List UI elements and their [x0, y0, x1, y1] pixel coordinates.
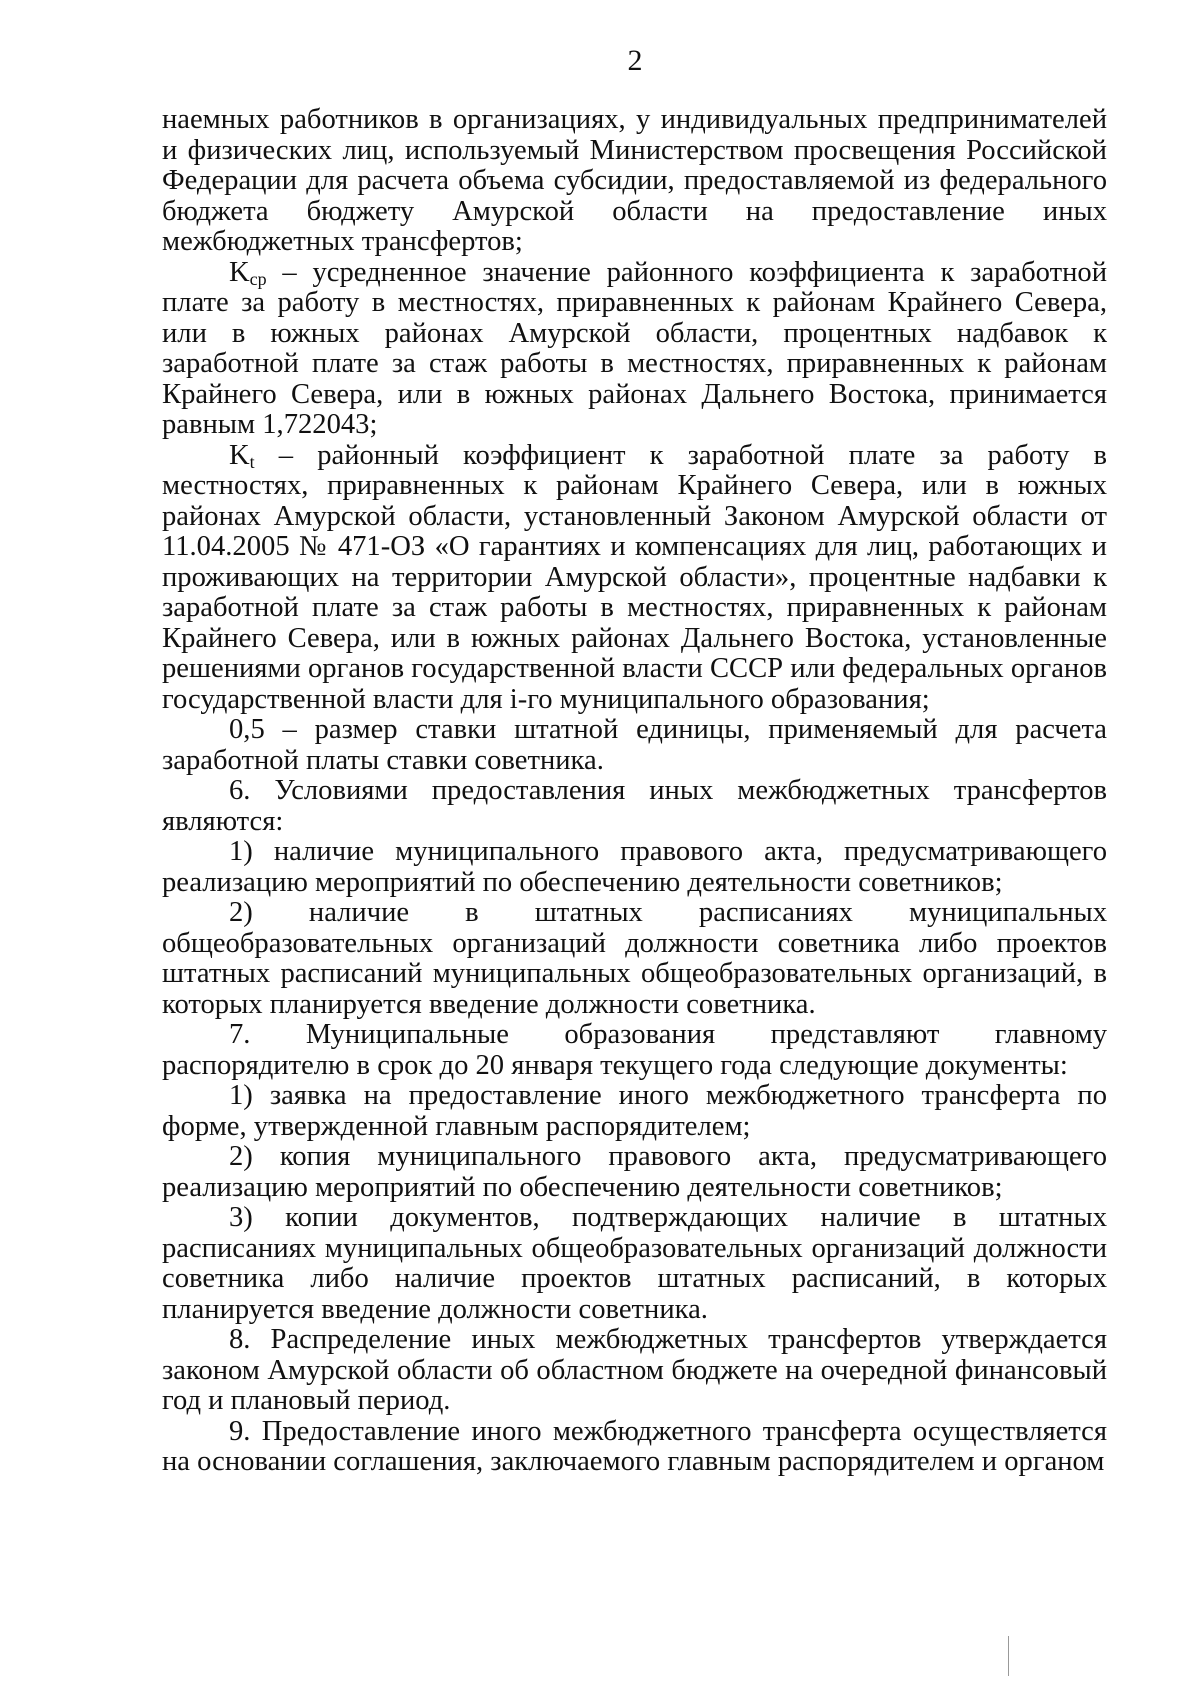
section-7-item-1: 1) заявка на предоставление иного межбюджетного трансферта по форме, утвержденной главным распорядителем; [162, 1080, 1107, 1142]
paragraph-rate-size: 0,5 – размер ставки штатной единицы, применяемый для расчета заработной платы ставки советника. [162, 714, 1107, 776]
section-7-item-3: 3) копии документов, подтверждающих наличие в штатных расписаниях муниципальных общеобразовательных организаций должности советника либо наличие проектов штатных расписаний, в которых планируется введение должности советника. [162, 1202, 1107, 1325]
paragraph-text: – районный коэффициент к заработной плате за работу в местностях, приравненных к районам Крайнего Севера, или в южных районах Амурской области, установленный Законом Амурской области от 11.04.2005 № 471-ОЗ «О гарантиях и компенсациях для лиц, работающих и проживающих на территории Амурской области», процентные надбавки к заработной плате за стаж работы в местностях, приравненных к районам Крайнего Севера, или в южных районах Дальнего Востока, установленные решениями органов государственной власти СССР или федеральных органов государственной власти для i-го муниципального образования; [162, 439, 1107, 715]
section-9: 9. Предоставление иного межбюджетного трансферта осуществляется на основании соглашения, заключаемого главным распорядителем и органом [162, 1415, 1107, 1477]
section-7-heading: 7. Муниципальные образования представляют главному распорядителю в срок до 20 января текущего года следующие документы: [162, 1019, 1107, 1081]
section-6-item-2: 2) наличие в штатных расписаниях муниципальных общеобразовательных организаций должности советника либо проектов штатных расписаний муниципальных общеобразовательных организаций, в которых планируется введение должности советника. [162, 897, 1107, 1020]
section-8: 8. Распределение иных межбюджетных трансфертов утверждается законом Амурской области об областном бюджете на очередной финансовый год и плановый период. [162, 1324, 1107, 1416]
paragraph-kt-definition [162, 441, 1107, 716]
formula-subscript-sr: ср [249, 268, 267, 289]
document-body [162, 105, 1107, 1478]
formula-symbol-k: K [229, 439, 250, 471]
section-6-heading: 6. Условиями предоставления иных межбюджетных трансфертов являются: [162, 775, 1107, 837]
section-7-item-2: 2) копия муниципального правового акта, предусматривающего реализацию мероприятий по обеспечению деятельности советников; [162, 1141, 1107, 1203]
paragraph-ksr-definition [162, 258, 1107, 441]
paragraph-text: – усредненное значение районного коэффициента к заработной плате за работу в местностях, приравненных к районам Крайнего Севера, или в южных районах Амурской области, процентных надбавок к заработной плате за стаж работы в местностях, приравненных к районам Крайнего Севера, или в южных районах Дальнего Востока, принимается равным 1,722043; [162, 256, 1107, 440]
formula-subscript-t: t [249, 451, 255, 472]
formula-symbol-k: K [229, 256, 250, 288]
scan-artifact-line [1008, 1636, 1009, 1676]
section-6-item-1: 1) наличие муниципального правового акта, предусматривающего реализацию мероприятий по обеспечению деятельности советников; [162, 836, 1107, 898]
page-number: 2 [627, 44, 643, 77]
paragraph-continuation: наемных работников в организациях, у индивидуальных предпринимателей и физических лиц, используемый Министерством просвещения Российской Федерации для расчета объема субсидии, предоставляемой из федерального бюджета бюджету Амурской области на предоставление иных межбюджетных трансфертов; [162, 104, 1107, 257]
